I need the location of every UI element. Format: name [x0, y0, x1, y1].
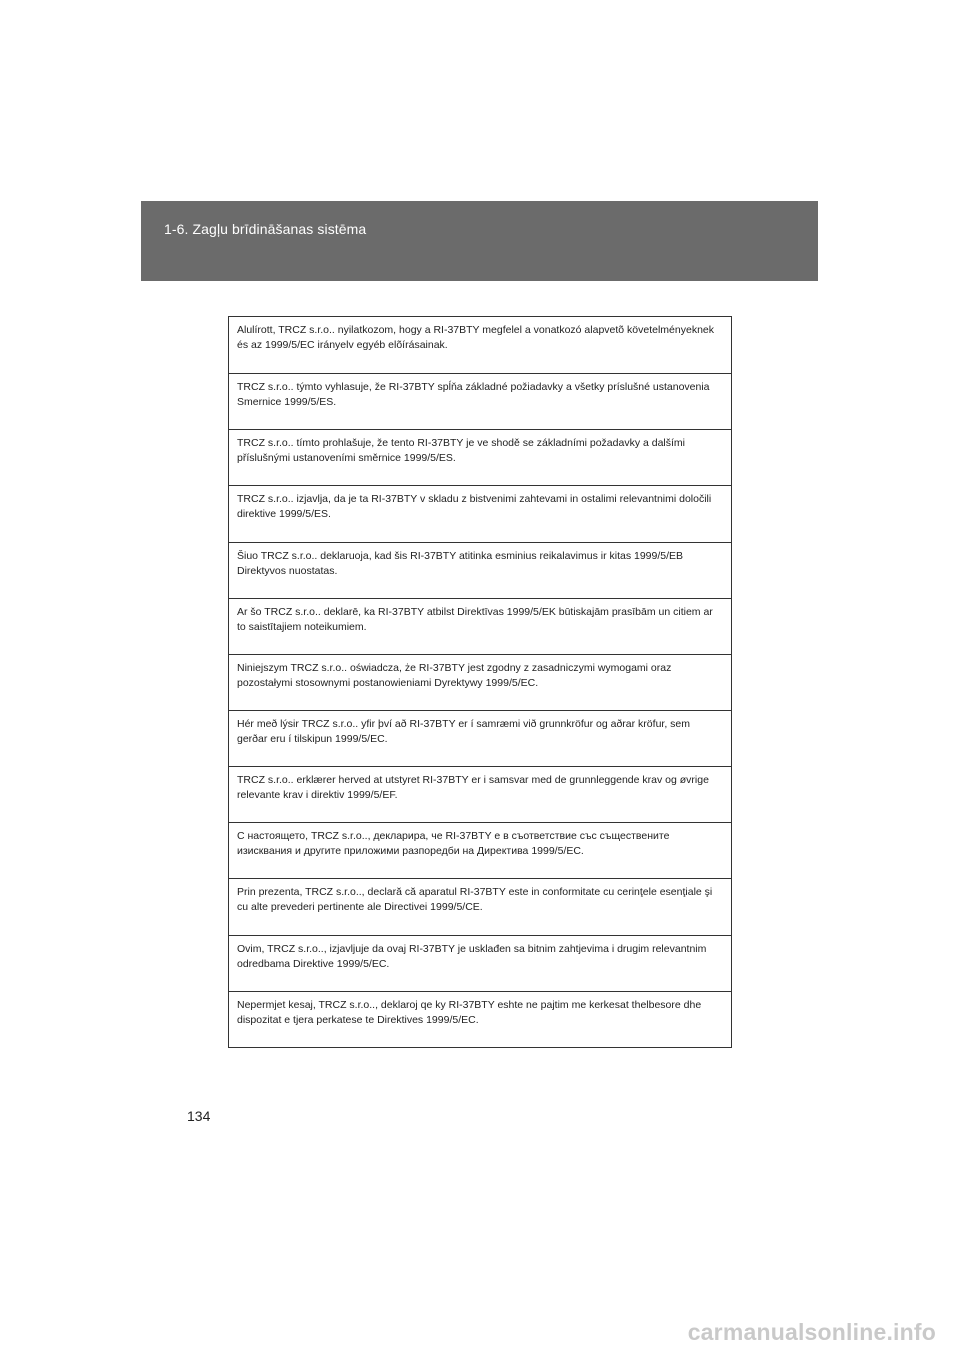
declaration-text: Alulírott, TRCZ s.r.o.. nyilatkozom, hogy a RI-37BTY megfelel a vonatkozó alapvetõ követelményeknek és az 1999/5/EC irányelv egyéb elõírásainak.	[237, 324, 715, 351]
page-number: 134	[187, 1108, 211, 1124]
declaration-text: TRCZ s.r.o.. týmto vyhlasuje, že RI-37BTY spĺňa základné požiadavky a všetky príslušné ustanovenia Smernice 1999/5/ES.	[237, 381, 710, 409]
declaration-row-czech	[229, 429, 731, 485]
declaration-row-albanian	[229, 991, 731, 1047]
declaration-text: С настоящето, TRCZ s.r.o.., декларира, че RI-37BTY е в съответствие със съществените изисквания и другите приложими разпоредби на Директива 1999/5/EC.	[237, 830, 670, 858]
declaration-row-croatian	[229, 935, 731, 991]
declaration-text: Nepermjet kesaj, TRCZ s.r.o.., deklaroj qe ky RI-37BTY eshte ne pajtim me kerkesat thelbesore dhe dispozitat e tjera perkatese te Direktives 1999/5/EC.	[237, 998, 702, 1026]
declaration-table	[228, 316, 732, 1048]
declaration-text: TRCZ s.r.o.. tímto prohlašuje, že tento RI-37BTY je ve shodě se základními požadavky a dalšími příslušnými ustanoveními směrnice 1999/5/ES.	[237, 437, 686, 465]
declaration-row-slovenian	[229, 485, 731, 541]
declaration-row-norwegian	[229, 766, 731, 822]
watermark: carmanualsonline.info	[687, 1319, 936, 1345]
declaration-text: TRCZ s.r.o.. izjavlja, da je ta RI-37BTY v skladu z bistvenimi zahtevami in ostalimi relevantnimi določili direktive 1999/5/ES.	[237, 493, 712, 521]
declaration-text: TRCZ s.r.o.. erklærer herved at utstyret RI-37BTY er i samsvar med de grunnleggende krav og øvrige relevante krav i direktiv 1999/5/EF.	[237, 774, 709, 802]
section-header	[141, 201, 818, 281]
declaration-row-lithuanian	[229, 542, 731, 598]
declaration-row-polish	[229, 654, 731, 710]
declaration-text: Ar šo TRCZ s.r.o.. deklarē, ka RI-37BTY atbilst Direktīvas 1999/5/EK būtiskajām prasībām un citiem ar to saistītajiem noteikumiem.	[237, 605, 713, 633]
declaration-text: Hér með lýsir TRCZ s.r.o.. yfir því að RI-37BTY er í samræmi við grunnkröfur og aðrar kröfur, sem gerðar eru í tilskipun 1999/5/EC.	[237, 717, 690, 745]
section-title: 1-6. Zagļu brīdināšanas sistēma	[164, 221, 367, 237]
declaration-text: Niniejszym TRCZ s.r.o.. oświadcza, że RI-37BTY jest zgodny z zasadniczymi wymogami oraz pozostałymi stosownymi postanowieniami Dyrektywy 1999/5/EC.	[237, 661, 672, 689]
declaration-text: Šiuo TRCZ s.r.o.. deklaruoja, kad šis RI-37BTY atitinka esminius reikalavimus ir kitas 1999/5/EB Direktyvos nuostatas.	[237, 549, 684, 577]
declaration-row-bulgarian	[229, 822, 731, 878]
declaration-text: Ovim, TRCZ s.r.o.., izjavljuje da ovaj RI-37BTY je usklađen sa bitnim zahtjevima i drugim relevantnim odredbama Direktive 1999/5/EC.	[237, 942, 707, 970]
declaration-text: Prin prezenta, TRCZ s.r.o.., declară că aparatul RI-37BTY este in conformitate cu cerinţele esenţiale şi cu alte prevederi pertinente ale Directivei 1999/5/CE.	[237, 886, 713, 914]
declaration-row-latvian	[229, 598, 731, 654]
declaration-row-slovak	[229, 373, 731, 429]
declaration-row-icelandic	[229, 710, 731, 766]
declaration-row-romanian	[229, 878, 731, 934]
declaration-row-hungarian	[229, 317, 731, 373]
